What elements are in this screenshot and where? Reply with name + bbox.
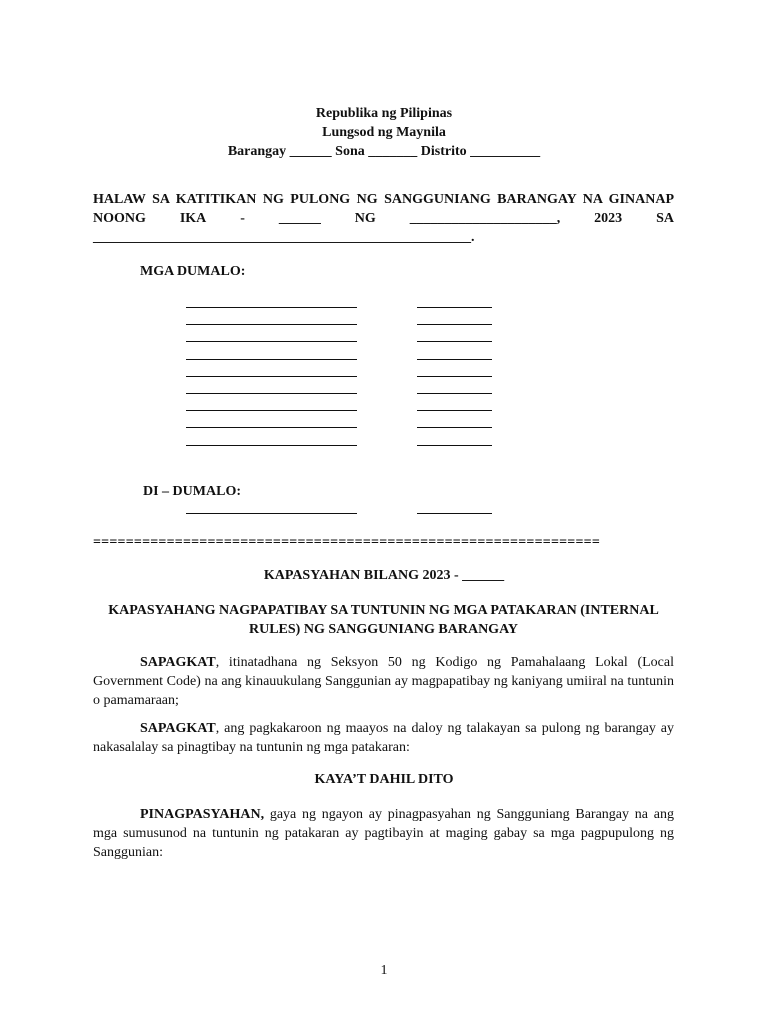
whereas-lead: SAPAGKAT: [140, 721, 216, 736]
absent-label: DI – DUMALO:: [143, 484, 241, 499]
name-blank-line: [186, 410, 357, 411]
excerpt-word: IKA: [179, 211, 207, 226]
page-number: 1: [380, 963, 388, 978]
whereas-text: , itinatadhana ng Seksyon 50 ng Kodigo ng Pamahalaang Lokal (Local Government Code) na ang kinauukulang Sanggunian ay magpapatibay ng kaniyang umiiral na tuntunin o pamamaraan;: [93, 655, 674, 708]
name-blank-line: [186, 307, 357, 308]
header-republic: Republika ng Pilipinas: [315, 106, 453, 121]
position-blank-line: [417, 410, 492, 411]
header-barangay-line: Barangay ______ Sona _______ Distrito __________: [227, 144, 541, 159]
position-blank-line: [417, 324, 492, 325]
present-label: MGA DUMALO:: [140, 264, 246, 279]
resolved-lead: PINAGPASYAHAN,: [140, 807, 265, 822]
whereas-lead: SAPAGKAT: [140, 655, 216, 670]
excerpt-word: SA: [656, 211, 674, 226]
resolved-text: gaya ng ngayon ay pinagpasyahan ng Sangguniang Barangay na ang mga sumusunod na tuntunin ng patakaran ay pagtibayin at maging gabay sa mga pagpupulong ng Sanggunian:: [93, 807, 674, 860]
excerpt-word: NG: [354, 211, 376, 226]
separator-line: ==============================================================: [93, 535, 601, 550]
position-blank-line: [417, 307, 492, 308]
name-blank-line: [186, 393, 357, 394]
name-blank-line: [186, 427, 357, 428]
excerpt-word: ______: [278, 211, 321, 226]
position-blank-line: [417, 359, 492, 360]
whereas-text: , ang pagkakaroon ng maayos na daloy ng talakayan sa pulong ng barangay ay nakasalalay sa pinagtibay na tuntunin ng mga patakaran:: [93, 721, 674, 755]
therefore-heading: KAYA’T DAHIL DITO: [314, 772, 454, 787]
whereas-clause-1: [93, 653, 674, 710]
resolved-clause: [93, 805, 674, 862]
resolution-title: KAPASYAHANG NAGPAPATIBAY SA TUNTUNIN NG MGA PATAKARAN (INTERNAL RULES) NG SANGGUNIANG BARANGAY: [108, 603, 659, 637]
excerpt-row-2: [93, 209, 674, 228]
name-blank-line: [186, 445, 357, 446]
header-city: Lungsod ng Maynila: [322, 125, 446, 140]
excerpt-word: NOONG: [93, 211, 146, 226]
position-blank-line: [417, 376, 492, 377]
name-blank-line: [186, 341, 357, 342]
document-header: [0, 104, 768, 161]
position-blank-line: [417, 513, 492, 514]
position-blank-line: [417, 427, 492, 428]
excerpt-word: 2023: [594, 211, 623, 226]
position-blank-line: [417, 341, 492, 342]
resolution-number: KAPASYAHAN BILANG 2023 - ______: [263, 568, 505, 583]
excerpt-row-3: ______________________________________________________.: [93, 230, 475, 245]
name-blank-line: [186, 324, 357, 325]
excerpt-word: _____________________,: [409, 211, 561, 226]
position-blank-line: [417, 393, 492, 394]
name-blank-line: [186, 376, 357, 377]
position-blank-line: [417, 445, 492, 446]
excerpt-heading: [93, 190, 674, 247]
excerpt-row-1: HALAW SA KATITIKAN NG PULONG NG SANGGUNIANG BARANGAY NA GINANAP: [93, 192, 674, 207]
excerpt-word: -: [240, 211, 245, 226]
name-blank-line: [186, 513, 357, 514]
name-blank-line: [186, 359, 357, 360]
whereas-clause-2: [93, 719, 674, 757]
